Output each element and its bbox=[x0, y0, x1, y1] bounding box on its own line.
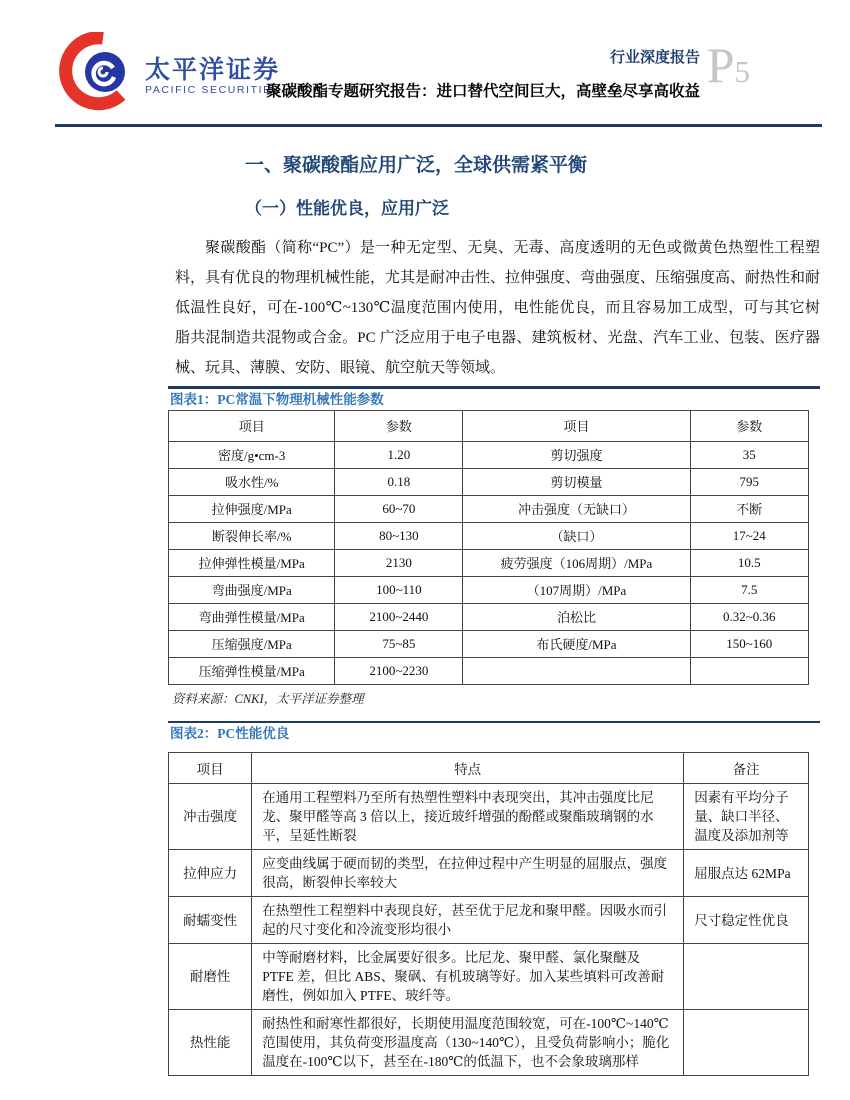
pc-properties-table bbox=[168, 410, 809, 685]
logo-mark-icon bbox=[57, 32, 137, 112]
table-cell: 压缩强度/MPa bbox=[169, 630, 335, 657]
report-title: 聚碳酸酯专题研究报告：进口替代空间巨大，高壁垒尽享高收益 bbox=[265, 83, 700, 100]
figure-2 bbox=[168, 721, 820, 1077]
table-row bbox=[169, 897, 809, 944]
table-cell: 拉伸弹性模量/MPa bbox=[169, 549, 335, 576]
logo-name-cn: 太平洋证券 bbox=[145, 56, 281, 84]
table-cell: 在通用工程塑料乃至所有热塑性塑料中表现突出，其冲击强度比尼龙、聚甲醛等高 3 倍以上，接近玻纤增强的酚醛或聚酯玻璃钢的水平，呈延性断裂 bbox=[252, 784, 684, 850]
table-cell: 1.20 bbox=[335, 441, 463, 468]
page-number bbox=[706, 37, 750, 93]
table-cell: 冲击强度（无缺口） bbox=[463, 495, 690, 522]
figure-1 bbox=[168, 386, 820, 685]
table-cell: 因素有平均分子量、缺口半径、温度及添加剂等 bbox=[684, 784, 809, 850]
table-header-row bbox=[169, 410, 809, 441]
report-type-label: 行业深度报告 bbox=[609, 50, 700, 66]
table-cell: 0.18 bbox=[335, 468, 463, 495]
table-cell: 疲劳强度（106周期）/MPa bbox=[463, 549, 690, 576]
source-note: 资料来源：CNKI，太平洋证券整理 bbox=[172, 691, 364, 706]
table-cell: 80~130 bbox=[335, 522, 463, 549]
table-cell: 热性能 bbox=[169, 1010, 252, 1076]
column-header: 项目 bbox=[463, 410, 690, 441]
table-cell: 尺寸稳定性优良 bbox=[684, 897, 809, 944]
table-row bbox=[169, 468, 809, 495]
table-cell bbox=[684, 944, 809, 1010]
page-number-value: 5 bbox=[734, 54, 750, 89]
table-cell: 剪切模量 bbox=[463, 468, 690, 495]
pacific-securities-logo bbox=[57, 32, 280, 112]
logo-text bbox=[145, 57, 280, 97]
table-row bbox=[169, 657, 809, 684]
column-header: 特点 bbox=[252, 753, 684, 784]
table-cell bbox=[463, 657, 690, 684]
table-cell: 7.5 bbox=[690, 576, 808, 603]
table-cell: 10.5 bbox=[690, 549, 808, 576]
table-row bbox=[169, 1010, 809, 1076]
table-row bbox=[169, 603, 809, 630]
table-row bbox=[169, 784, 809, 850]
table-cell: （107周期）/MPa bbox=[463, 576, 690, 603]
table-cell: 100~110 bbox=[335, 576, 463, 603]
table-cell: 中等耐磨材料，比金属要好很多。比尼龙、聚甲醛、氯化聚醚及 PTFE 差，但比 ABS、聚砜、有机玻璃等好。加入某些填料可改善耐磨性，例如加入 PTFE、玻纤等。 bbox=[252, 944, 684, 1010]
table-cell: 弯曲强度/MPa bbox=[169, 576, 335, 603]
table-cell: 耐磨性 bbox=[169, 944, 252, 1010]
subsection-heading: （一）性能优良，应用广泛 bbox=[245, 199, 449, 218]
table-cell bbox=[684, 1010, 809, 1076]
table-cell: 弯曲弹性模量/MPa bbox=[169, 603, 335, 630]
table-cell: 耐热性和耐寒性都很好，长期使用温度范围较宽，可在-100℃~140℃范围使用，其负荷变形温度高（130~140℃），且受负荷影响小；脆化温度在-100℃以下，甚至在-180℃的低温下，也不会象玻璃那样 bbox=[252, 1010, 684, 1076]
table-cell: 应变曲线属于硬而韧的类型，在拉伸过程中产生明显的屈服点，强度很高，断裂伸长率较大 bbox=[252, 850, 684, 897]
column-header: 项目 bbox=[169, 410, 335, 441]
table-cell: 不断 bbox=[690, 495, 808, 522]
column-header: 参数 bbox=[335, 410, 463, 441]
table-cell: 75~85 bbox=[335, 630, 463, 657]
table-cell: 屈服点达 62MPa bbox=[684, 850, 809, 897]
table-cell: 17~24 bbox=[690, 522, 808, 549]
table-cell: 泊松比 bbox=[463, 603, 690, 630]
column-header: 项目 bbox=[169, 753, 252, 784]
figure-1-label: 图表1：PC常温下物理机械性能参数 bbox=[170, 391, 384, 407]
table-cell: 在热塑性工程塑料中表现良好，甚至优于尼龙和聚甲醛。因吸水而引起的尺寸变化和冷流变形均很小 bbox=[252, 897, 684, 944]
body-paragraph: 聚碳酸酯（简称“PC”）是一种无定型、无臭、无毒、高度透明的无色或微黄色热塑性工程塑料，具有优良的物理机械性能，尤其是耐冲击性、拉伸强度、弯曲强度、压缩强度高、耐热性和耐低温性良好，可在-100℃~130℃温度范围内使用，电性能优良，而且容易加工成型，可与其它树脂共混制造共混物或合金。PC 广泛应用于电子电器、建筑板材、光盘、汽车工业、包装、医疗器械、玩具、薄膜、安防、眼镜、航空航天等领域。 bbox=[175, 240, 821, 376]
table-cell: 2130 bbox=[335, 549, 463, 576]
table-cell: 剪切强度 bbox=[463, 441, 690, 468]
table-cell: （缺口） bbox=[463, 522, 690, 549]
table-cell: 60~70 bbox=[335, 495, 463, 522]
table-cell: 压缩弹性模量/MPa bbox=[169, 657, 335, 684]
table-cell: 耐蠕变性 bbox=[169, 897, 252, 944]
table-row bbox=[169, 576, 809, 603]
table-row bbox=[169, 630, 809, 657]
table-cell: 2100~2230 bbox=[335, 657, 463, 684]
table-row bbox=[169, 495, 809, 522]
table-header-row bbox=[169, 753, 809, 784]
table-cell: 2100~2440 bbox=[335, 603, 463, 630]
logo-name-en: PACIFIC SECURITIES bbox=[145, 84, 281, 96]
table-cell: 断裂伸长率/% bbox=[169, 522, 335, 549]
figure-2-label: 图表2：PC性能优良 bbox=[170, 726, 290, 741]
table-cell: 吸水性/% bbox=[169, 468, 335, 495]
page-number-prefix: P bbox=[706, 37, 735, 93]
table-row bbox=[169, 944, 809, 1010]
column-header: 参数 bbox=[690, 410, 808, 441]
table-cell: 0.32~0.36 bbox=[690, 603, 808, 630]
table-cell: 冲击强度 bbox=[169, 784, 252, 850]
pc-features-table bbox=[168, 752, 809, 1076]
table-row bbox=[169, 549, 809, 576]
table-cell: 密度/g•cm-3 bbox=[169, 441, 335, 468]
page-header bbox=[55, 30, 822, 124]
table-cell: 35 bbox=[690, 441, 808, 468]
table-cell: 拉伸强度/MPa bbox=[169, 495, 335, 522]
column-header: 备注 bbox=[684, 753, 809, 784]
table-row bbox=[169, 441, 809, 468]
header-divider bbox=[55, 124, 822, 127]
table-cell bbox=[690, 657, 808, 684]
table-cell: 布氏硬度/MPa bbox=[463, 630, 690, 657]
table-row bbox=[169, 850, 809, 897]
table-cell: 150~160 bbox=[690, 630, 808, 657]
table-row bbox=[169, 522, 809, 549]
table-cell: 拉伸应力 bbox=[169, 850, 252, 897]
table-cell: 795 bbox=[690, 468, 808, 495]
section-heading: 一、聚碳酸酯应用广泛，全球供需紧平衡 bbox=[245, 155, 588, 176]
